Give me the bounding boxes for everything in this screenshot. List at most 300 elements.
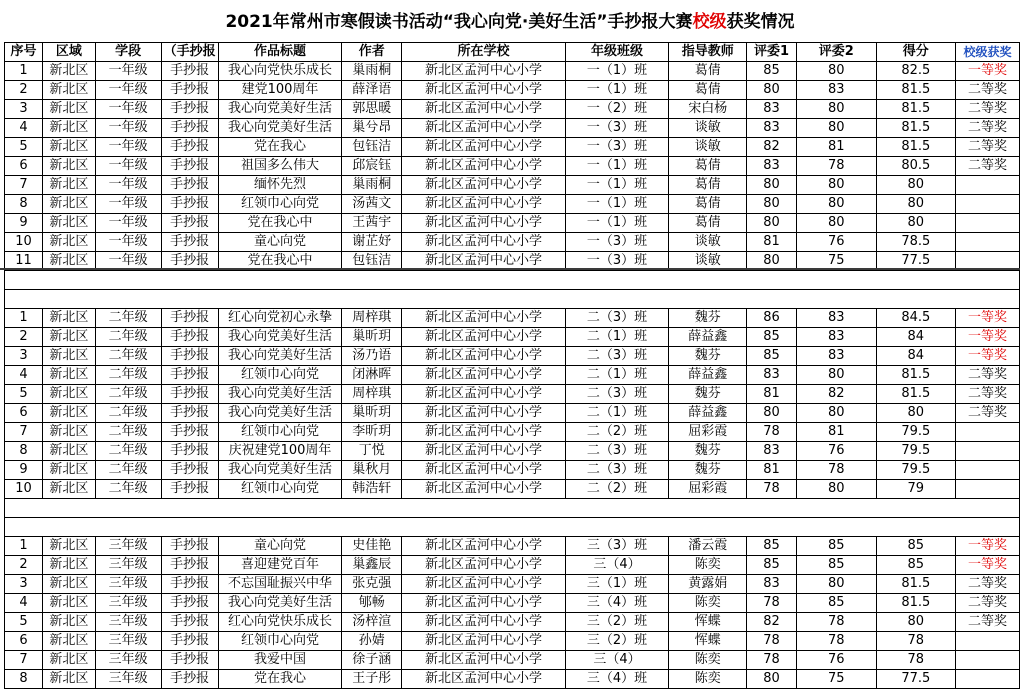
cell-school[interactable]: 新北区孟河中心小学	[402, 328, 566, 347]
cell-score[interactable]: 77.5	[876, 252, 955, 271]
cell-index[interactable]: 4	[5, 594, 43, 613]
cell-award[interactable]: 一等奖	[956, 537, 1020, 556]
blank-cell[interactable]	[796, 518, 876, 537]
cell-work-title[interactable]: 我心向党美好生活	[218, 347, 342, 366]
cell-grade-level[interactable]: 一年级	[95, 119, 161, 138]
cell-award[interactable]: 二等奖	[956, 366, 1020, 385]
cell-author[interactable]: 郭思暖	[342, 100, 402, 119]
blank-cell[interactable]	[42, 518, 95, 537]
cell-work-title[interactable]: 红心向党初心永挚	[218, 309, 342, 328]
cell-class[interactable]: 一（3）班	[565, 252, 669, 271]
cell-school[interactable]: 新北区孟河中心小学	[402, 81, 566, 100]
blank-cell[interactable]	[796, 290, 876, 309]
cell-award[interactable]: 一等奖	[956, 347, 1020, 366]
blank-cell[interactable]	[956, 271, 1020, 290]
cell-grade-level[interactable]: 一年级	[95, 157, 161, 176]
cell-judge2[interactable]: 76	[796, 233, 876, 252]
cell-class[interactable]: 三（4）班	[565, 670, 669, 689]
cell-region[interactable]: 新北区	[42, 252, 95, 271]
cell-work-title[interactable]: 红领巾心向党	[218, 195, 342, 214]
cell-region[interactable]: 新北区	[42, 347, 95, 366]
blank-cell[interactable]	[747, 290, 797, 309]
cell-class[interactable]: 二（3）班	[565, 347, 669, 366]
cell-judge2[interactable]: 80	[796, 195, 876, 214]
cell-school[interactable]: 新北区孟河中心小学	[402, 594, 566, 613]
cell-school[interactable]: 新北区孟河中心小学	[402, 670, 566, 689]
cell-index[interactable]: 7	[5, 423, 43, 442]
cell-judge1[interactable]: 78	[747, 480, 797, 499]
cell-judge2[interactable]: 78	[796, 157, 876, 176]
cell-index[interactable]: 10	[5, 480, 43, 499]
blank-cell[interactable]	[565, 518, 669, 537]
col-header-region[interactable]: 区域	[42, 43, 95, 62]
cell-work-title[interactable]: 红领巾心向党	[218, 632, 342, 651]
cell-judge2[interactable]: 80	[796, 214, 876, 233]
cell-class[interactable]: 三（3）班	[565, 537, 669, 556]
cell-class[interactable]: 二（3）班	[565, 461, 669, 480]
cell-work-title[interactable]: 党在我心中	[218, 252, 342, 271]
cell-index[interactable]: 9	[5, 461, 43, 480]
cell-index[interactable]: 8	[5, 195, 43, 214]
cell-index[interactable]: 8	[5, 670, 43, 689]
cell-author[interactable]: 巢昕玥	[342, 328, 402, 347]
cell-work-title[interactable]: 党在我心	[218, 670, 342, 689]
cell-score[interactable]: 81.5	[876, 594, 955, 613]
cell-judge2[interactable]: 85	[796, 537, 876, 556]
cell-grade-level[interactable]: 一年级	[95, 252, 161, 271]
blank-cell[interactable]	[342, 499, 402, 518]
cell-class[interactable]: 三（4）	[565, 556, 669, 575]
cell-score[interactable]: 80	[876, 176, 955, 195]
cell-class[interactable]: 三（4）班	[565, 594, 669, 613]
cell-index[interactable]: 9	[5, 214, 43, 233]
cell-work-title[interactable]: 缅怀先烈	[218, 176, 342, 195]
cell-region[interactable]: 新北区	[42, 195, 95, 214]
cell-score[interactable]: 79.5	[876, 461, 955, 480]
cell-judge1[interactable]: 80	[747, 81, 797, 100]
cell-score[interactable]: 81.5	[876, 366, 955, 385]
cell-author[interactable]: 王茜宇	[342, 214, 402, 233]
cell-author[interactable]: 巢雨桐	[342, 176, 402, 195]
cell-index[interactable]: 3	[5, 575, 43, 594]
cell-class[interactable]: 一（1）班	[565, 195, 669, 214]
cell-index[interactable]: 10	[5, 233, 43, 252]
cell-school[interactable]: 新北区孟河中心小学	[402, 157, 566, 176]
cell-teacher[interactable]: 陈奕	[669, 670, 747, 689]
cell-category[interactable]: 手抄报	[161, 252, 218, 271]
cell-score[interactable]: 81.5	[876, 575, 955, 594]
cell-grade-level[interactable]: 一年级	[95, 195, 161, 214]
blank-cell[interactable]	[402, 518, 566, 537]
cell-judge2[interactable]: 81	[796, 138, 876, 157]
cell-judge2[interactable]: 75	[796, 670, 876, 689]
cell-region[interactable]: 新北区	[42, 442, 95, 461]
cell-index[interactable]: 6	[5, 404, 43, 423]
cell-author[interactable]: 包钰洁	[342, 252, 402, 271]
cell-judge2[interactable]: 76	[796, 442, 876, 461]
cell-judge1[interactable]: 83	[747, 119, 797, 138]
cell-school[interactable]: 新北区孟河中心小学	[402, 176, 566, 195]
cell-class[interactable]: 二（1）班	[565, 404, 669, 423]
cell-class[interactable]: 二（3）班	[565, 385, 669, 404]
cell-school[interactable]: 新北区孟河中心小学	[402, 366, 566, 385]
cell-category[interactable]: 手抄报	[161, 176, 218, 195]
cell-region[interactable]: 新北区	[42, 233, 95, 252]
cell-award[interactable]	[956, 195, 1020, 214]
blank-cell[interactable]	[747, 271, 797, 290]
cell-work-title[interactable]: 党在我心中	[218, 214, 342, 233]
blank-cell[interactable]	[796, 499, 876, 518]
cell-work-title[interactable]: 我心向党美好生活	[218, 119, 342, 138]
cell-judge1[interactable]: 83	[747, 366, 797, 385]
blank-cell[interactable]	[218, 518, 342, 537]
cell-index[interactable]: 1	[5, 309, 43, 328]
cell-teacher[interactable]: 葛倩	[669, 157, 747, 176]
cell-school[interactable]: 新北区孟河中心小学	[402, 556, 566, 575]
cell-index[interactable]: 3	[5, 100, 43, 119]
cell-category[interactable]: 手抄报	[161, 575, 218, 594]
blank-cell[interactable]	[565, 499, 669, 518]
cell-author[interactable]: 李昕玥	[342, 423, 402, 442]
cell-judge1[interactable]: 78	[747, 423, 797, 442]
cell-award[interactable]	[956, 442, 1020, 461]
cell-author[interactable]: 包钰洁	[342, 138, 402, 157]
cell-teacher[interactable]: 宋白杨	[669, 100, 747, 119]
cell-region[interactable]: 新北区	[42, 328, 95, 347]
cell-school[interactable]: 新北区孟河中心小学	[402, 309, 566, 328]
cell-award[interactable]	[956, 233, 1020, 252]
cell-teacher[interactable]: 潘云霞	[669, 537, 747, 556]
blank-cell[interactable]	[402, 499, 566, 518]
cell-work-title[interactable]: 党在我心	[218, 138, 342, 157]
cell-judge2[interactable]: 82	[796, 385, 876, 404]
col-header-work-title[interactable]: 作品标题	[218, 43, 342, 62]
cell-work-title[interactable]: 建党100周年	[218, 81, 342, 100]
col-header-score[interactable]: 得分	[876, 43, 955, 62]
cell-school[interactable]: 新北区孟河中心小学	[402, 347, 566, 366]
cell-author[interactable]: 巢昕玥	[342, 404, 402, 423]
cell-category[interactable]: 手抄报	[161, 157, 218, 176]
cell-class[interactable]: 三（1）班	[565, 575, 669, 594]
col-header-category[interactable]: （手抄报	[161, 43, 218, 62]
blank-cell[interactable]	[876, 518, 955, 537]
cell-author[interactable]: 徐子涵	[342, 651, 402, 670]
cell-grade-level[interactable]: 二年级	[95, 442, 161, 461]
cell-region[interactable]: 新北区	[42, 81, 95, 100]
blank-cell[interactable]	[956, 518, 1020, 537]
cell-score[interactable]: 81.5	[876, 385, 955, 404]
cell-class[interactable]: 二（2）班	[565, 480, 669, 499]
cell-teacher[interactable]: 恽蝶	[669, 613, 747, 632]
cell-index[interactable]: 3	[5, 347, 43, 366]
cell-index[interactable]: 8	[5, 442, 43, 461]
cell-judge2[interactable]: 80	[796, 366, 876, 385]
cell-region[interactable]: 新北区	[42, 309, 95, 328]
cell-region[interactable]: 新北区	[42, 176, 95, 195]
cell-teacher[interactable]: 恽蝶	[669, 632, 747, 651]
cell-school[interactable]: 新北区孟河中心小学	[402, 252, 566, 271]
cell-region[interactable]: 新北区	[42, 480, 95, 499]
cell-grade-level[interactable]: 三年级	[95, 575, 161, 594]
cell-school[interactable]: 新北区孟河中心小学	[402, 423, 566, 442]
cell-judge2[interactable]: 80	[796, 575, 876, 594]
cell-class[interactable]: 一（1）班	[565, 214, 669, 233]
col-header-author[interactable]: 作者	[342, 43, 402, 62]
cell-award[interactable]: 一等奖	[956, 62, 1020, 81]
cell-judge1[interactable]: 85	[747, 62, 797, 81]
blank-cell[interactable]	[161, 499, 218, 518]
cell-category[interactable]: 手抄报	[161, 537, 218, 556]
blank-cell[interactable]	[95, 271, 161, 290]
cell-work-title[interactable]: 我心向党美好生活	[218, 594, 342, 613]
blank-cell[interactable]	[161, 271, 218, 290]
cell-class[interactable]: 三（2）班	[565, 632, 669, 651]
col-header-judge1[interactable]: 评委1	[747, 43, 797, 62]
cell-category[interactable]: 手抄报	[161, 62, 218, 81]
cell-grade-level[interactable]: 三年级	[95, 632, 161, 651]
cell-teacher[interactable]: 魏芬	[669, 442, 747, 461]
cell-teacher[interactable]: 谈敏	[669, 119, 747, 138]
cell-category[interactable]: 手抄报	[161, 480, 218, 499]
cell-work-title[interactable]: 祖国多么伟大	[218, 157, 342, 176]
cell-region[interactable]: 新北区	[42, 613, 95, 632]
cell-class[interactable]: 一（3）班	[565, 119, 669, 138]
cell-teacher[interactable]: 魏芬	[669, 385, 747, 404]
blank-cell[interactable]	[95, 499, 161, 518]
cell-school[interactable]: 新北区孟河中心小学	[402, 385, 566, 404]
cell-work-title[interactable]: 红领巾心向党	[218, 480, 342, 499]
cell-award[interactable]: 二等奖	[956, 138, 1020, 157]
cell-award[interactable]: 二等奖	[956, 594, 1020, 613]
cell-region[interactable]: 新北区	[42, 670, 95, 689]
cell-score[interactable]: 80	[876, 404, 955, 423]
blank-cell[interactable]	[956, 290, 1020, 309]
cell-judge2[interactable]: 78	[796, 461, 876, 480]
cell-teacher[interactable]: 魏芬	[669, 347, 747, 366]
cell-class[interactable]: 一（2）班	[565, 100, 669, 119]
cell-region[interactable]: 新北区	[42, 100, 95, 119]
cell-judge1[interactable]: 83	[747, 100, 797, 119]
cell-teacher[interactable]: 葛倩	[669, 176, 747, 195]
cell-category[interactable]: 手抄报	[161, 594, 218, 613]
blank-cell[interactable]	[669, 290, 747, 309]
cell-grade-level[interactable]: 三年级	[95, 594, 161, 613]
blank-cell[interactable]	[42, 271, 95, 290]
blank-cell[interactable]	[342, 290, 402, 309]
cell-score[interactable]: 80	[876, 195, 955, 214]
cell-work-title[interactable]: 不忘国耻振兴中华	[218, 575, 342, 594]
cell-region[interactable]: 新北区	[42, 461, 95, 480]
cell-score[interactable]: 81.5	[876, 100, 955, 119]
cell-category[interactable]: 手抄报	[161, 138, 218, 157]
cell-index[interactable]: 2	[5, 328, 43, 347]
cell-score[interactable]: 84	[876, 347, 955, 366]
blank-cell[interactable]	[342, 271, 402, 290]
cell-judge2[interactable]: 80	[796, 404, 876, 423]
cell-award[interactable]	[956, 423, 1020, 442]
cell-region[interactable]: 新北区	[42, 157, 95, 176]
cell-index[interactable]: 1	[5, 62, 43, 81]
cell-judge1[interactable]: 81	[747, 461, 797, 480]
cell-judge1[interactable]: 78	[747, 651, 797, 670]
cell-score[interactable]: 79.5	[876, 442, 955, 461]
cell-judge2[interactable]: 76	[796, 651, 876, 670]
blank-cell[interactable]	[669, 271, 747, 290]
cell-score[interactable]: 79	[876, 480, 955, 499]
cell-teacher[interactable]: 屈彩霞	[669, 423, 747, 442]
cell-author[interactable]: 巢鑫辰	[342, 556, 402, 575]
cell-author[interactable]: 周梓琪	[342, 385, 402, 404]
blank-cell[interactable]	[876, 290, 955, 309]
cell-judge1[interactable]: 80	[747, 195, 797, 214]
cell-award[interactable]	[956, 214, 1020, 233]
cell-category[interactable]: 手抄报	[161, 214, 218, 233]
cell-grade-level[interactable]: 三年级	[95, 670, 161, 689]
cell-teacher[interactable]: 葛倩	[669, 195, 747, 214]
cell-index[interactable]: 7	[5, 651, 43, 670]
cell-teacher[interactable]: 魏芬	[669, 461, 747, 480]
col-header-class[interactable]: 年级班级	[565, 43, 669, 62]
cell-author[interactable]: 巢秋月	[342, 461, 402, 480]
cell-author[interactable]: 丁悦	[342, 442, 402, 461]
cell-author[interactable]: 闭淋晖	[342, 366, 402, 385]
cell-class[interactable]: 一（1）班	[565, 157, 669, 176]
cell-award[interactable]	[956, 632, 1020, 651]
cell-score[interactable]: 77.5	[876, 670, 955, 689]
cell-award[interactable]: 二等奖	[956, 157, 1020, 176]
cell-work-title[interactable]: 童心向党	[218, 537, 342, 556]
cell-teacher[interactable]: 葛倩	[669, 214, 747, 233]
cell-judge1[interactable]: 83	[747, 442, 797, 461]
cell-class[interactable]: 二（3）班	[565, 309, 669, 328]
cell-category[interactable]: 手抄报	[161, 385, 218, 404]
cell-teacher[interactable]: 薛益鑫	[669, 404, 747, 423]
cell-author[interactable]: 周梓琪	[342, 309, 402, 328]
cell-category[interactable]: 手抄报	[161, 233, 218, 252]
blank-cell[interactable]	[747, 518, 797, 537]
cell-work-title[interactable]: 我心向党美好生活	[218, 385, 342, 404]
blank-cell[interactable]	[876, 271, 955, 290]
col-header-award[interactable]: 校级获奖	[956, 43, 1020, 62]
cell-judge2[interactable]: 80	[796, 176, 876, 195]
cell-award[interactable]: 一等奖	[956, 309, 1020, 328]
cell-judge1[interactable]: 80	[747, 670, 797, 689]
cell-work-title[interactable]: 我心向党美好生活	[218, 328, 342, 347]
cell-judge2[interactable]: 83	[796, 309, 876, 328]
col-header-grade-level[interactable]: 学段	[95, 43, 161, 62]
cell-grade-level[interactable]: 一年级	[95, 62, 161, 81]
cell-class[interactable]: 二（2）班	[565, 423, 669, 442]
cell-award[interactable]	[956, 651, 1020, 670]
blank-cell[interactable]	[95, 290, 161, 309]
cell-judge1[interactable]: 78	[747, 632, 797, 651]
blank-cell[interactable]	[5, 290, 43, 309]
blank-cell[interactable]	[161, 518, 218, 537]
cell-class[interactable]: 一（3）班	[565, 233, 669, 252]
cell-category[interactable]: 手抄报	[161, 347, 218, 366]
cell-teacher[interactable]: 陈奕	[669, 651, 747, 670]
cell-work-title[interactable]: 我心向党美好生活	[218, 100, 342, 119]
cell-judge1[interactable]: 80	[747, 404, 797, 423]
cell-category[interactable]: 手抄报	[161, 556, 218, 575]
cell-category[interactable]: 手抄报	[161, 119, 218, 138]
cell-index[interactable]: 5	[5, 385, 43, 404]
cell-judge1[interactable]: 82	[747, 138, 797, 157]
cell-work-title[interactable]: 我心向党美好生活	[218, 404, 342, 423]
cell-category[interactable]: 手抄报	[161, 404, 218, 423]
cell-school[interactable]: 新北区孟河中心小学	[402, 480, 566, 499]
cell-school[interactable]: 新北区孟河中心小学	[402, 138, 566, 157]
cell-author[interactable]: 韩浩轩	[342, 480, 402, 499]
cell-score[interactable]: 85	[876, 556, 955, 575]
cell-region[interactable]: 新北区	[42, 214, 95, 233]
cell-region[interactable]: 新北区	[42, 385, 95, 404]
blank-cell[interactable]	[876, 499, 955, 518]
cell-work-title[interactable]: 庆祝建党100周年	[218, 442, 342, 461]
cell-index[interactable]: 7	[5, 176, 43, 195]
cell-grade-level[interactable]: 一年级	[95, 100, 161, 119]
cell-class[interactable]: 三（4）	[565, 651, 669, 670]
cell-grade-level[interactable]: 二年级	[95, 385, 161, 404]
cell-author[interactable]: 郇畅	[342, 594, 402, 613]
cell-class[interactable]: 二（1）班	[565, 328, 669, 347]
cell-author[interactable]: 汤梓渲	[342, 613, 402, 632]
cell-work-title[interactable]: 红领巾心向党	[218, 423, 342, 442]
cell-award[interactable]	[956, 480, 1020, 499]
cell-award[interactable]: 一等奖	[956, 328, 1020, 347]
blank-cell[interactable]	[669, 518, 747, 537]
cell-work-title[interactable]: 我爱中国	[218, 651, 342, 670]
blank-cell[interactable]	[218, 271, 342, 290]
blank-cell[interactable]	[42, 290, 95, 309]
cell-judge1[interactable]: 81	[747, 233, 797, 252]
cell-score[interactable]: 80	[876, 613, 955, 632]
blank-cell[interactable]	[796, 271, 876, 290]
cell-category[interactable]: 手抄报	[161, 195, 218, 214]
cell-category[interactable]: 手抄报	[161, 100, 218, 119]
cell-school[interactable]: 新北区孟河中心小学	[402, 537, 566, 556]
cell-judge1[interactable]: 85	[747, 556, 797, 575]
cell-teacher[interactable]: 陈奕	[669, 594, 747, 613]
cell-judge2[interactable]: 83	[796, 347, 876, 366]
cell-grade-level[interactable]: 二年级	[95, 366, 161, 385]
cell-category[interactable]: 手抄报	[161, 309, 218, 328]
cell-grade-level[interactable]: 一年级	[95, 233, 161, 252]
blank-cell[interactable]	[669, 499, 747, 518]
cell-grade-level[interactable]: 三年级	[95, 613, 161, 632]
cell-author[interactable]: 汤乃语	[342, 347, 402, 366]
cell-index[interactable]: 1	[5, 537, 43, 556]
cell-score[interactable]: 81.5	[876, 119, 955, 138]
cell-judge1[interactable]: 83	[747, 157, 797, 176]
cell-author[interactable]: 汤茜文	[342, 195, 402, 214]
col-header-school[interactable]: 所在学校	[402, 43, 566, 62]
cell-category[interactable]: 手抄报	[161, 328, 218, 347]
cell-author[interactable]: 巢兮昂	[342, 119, 402, 138]
blank-cell[interactable]	[402, 271, 566, 290]
cell-judge2[interactable]: 78	[796, 613, 876, 632]
cell-grade-level[interactable]: 二年级	[95, 404, 161, 423]
cell-judge1[interactable]: 82	[747, 613, 797, 632]
cell-school[interactable]: 新北区孟河中心小学	[402, 233, 566, 252]
cell-score[interactable]: 82.5	[876, 62, 955, 81]
cell-category[interactable]: 手抄报	[161, 461, 218, 480]
cell-index[interactable]: 6	[5, 632, 43, 651]
cell-class[interactable]: 二（3）班	[565, 442, 669, 461]
cell-award[interactable]	[956, 176, 1020, 195]
cell-score[interactable]: 85	[876, 537, 955, 556]
cell-work-title[interactable]: 喜迎建党百年	[218, 556, 342, 575]
